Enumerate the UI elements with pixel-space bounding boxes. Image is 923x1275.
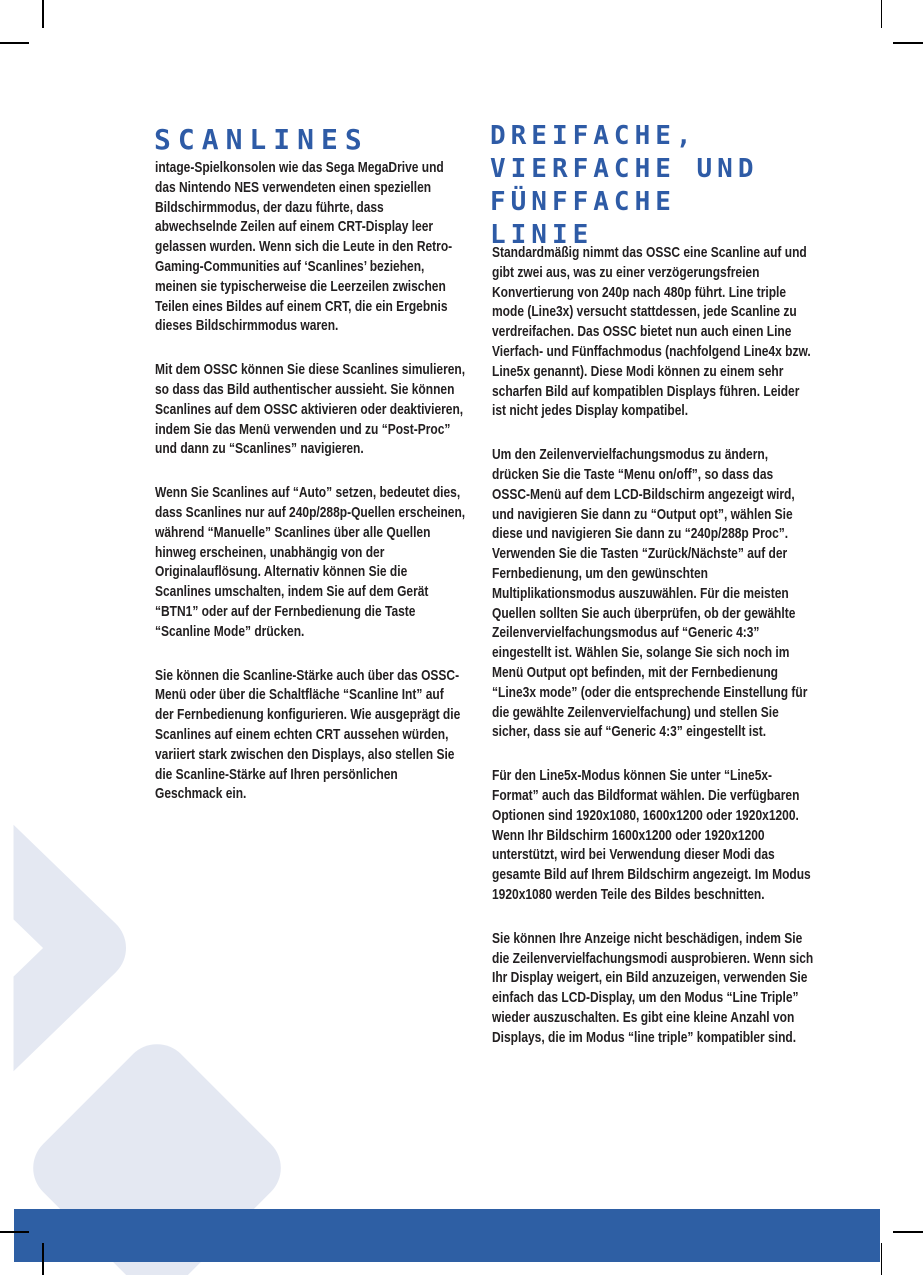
right-heading-line-3: FÜNFFACHE <box>490 187 676 218</box>
crop-mark <box>893 1231 923 1233</box>
right-heading-line-1: DREIFACHE, <box>490 121 697 152</box>
right-column <box>492 243 814 1071</box>
right-heading-line-4: LINIE <box>490 220 594 251</box>
crop-mark <box>0 42 29 44</box>
right-column-heading <box>490 120 850 252</box>
crop-mark <box>881 0 883 28</box>
left-paragraph-3: Wenn Sie Scanlines auf “Auto” setzen, bedeutet dies, dass Scanlines nur auf 240p/288p-Quellen erscheinen, während “Manuelle” Scanlines über alle Quellen hinweg erscheinen, unabhängig von der Originalauflösung. Alternativ können Sie die Scanlines umschalten, indem Sie auf dem Gerät “BTN1” oder auf der Fernbedienung die Taste “Scanline Mode” drücken. <box>155 484 466 640</box>
chevron-icon <box>0 830 92 1066</box>
footer-bar <box>14 1209 880 1262</box>
left-column <box>155 158 465 828</box>
crop-mark <box>42 1243 44 1275</box>
left-column-heading: SCANLINES <box>154 122 369 156</box>
crop-mark <box>0 1231 29 1233</box>
crop-mark <box>42 0 44 28</box>
left-paragraph-2: Mit dem OSSC können Sie diese Scanlines simulieren, so dass das Bild authentischer aussieht. Sie können Scanlines auf dem OSSC aktivieren oder deaktivieren, indem Sie das Menü verwenden und zu “Post-Proc” und dann zu “Scanlines” navigieren. <box>155 361 466 458</box>
crop-mark <box>893 42 923 44</box>
right-paragraph-4: Sie können Ihre Anzeige nicht beschädigen, indem Sie die Zeilenvervielfachungsmodi ausprobieren. Wenn sich Ihr Display weigert, ein Bild anzuzeigen, verwenden Sie einfach das LCD-Display, um den Modus “Line Triple” wieder auszuschalten. Es gibt eine kleine Anzahl von Displays, die im Modus “line triple” kompatibler sind. <box>492 929 814 1046</box>
right-heading-line-2: VIERFACHE UND <box>490 154 759 185</box>
crop-mark <box>881 1243 883 1275</box>
right-paragraph-3: Für den Line5x-Modus können Sie unter “Line5x-Format” auch das Bildformat wählen. Die verfügbaren Optionen sind 1920x1080, 1600x1200 oder 1920x1200. Wenn Ihr Bildschirm 1600x1200 oder 1920x1200 unterstützt, wird bei Verwendung dieser Modi das gesamte Bild auf Ihrem Bildschirm angezeigt. Im Modus 1920x1080 werden Teile des Bildes beschnitten. <box>492 767 811 903</box>
right-paragraph-1: Standardmäßig nimmt das OSSC eine Scanline auf und gibt zwei aus, was zu einer verzögerungsfreien Konvertierung von 240p nach 480p führt. Line triple mode (Line3x) versucht stattdessen, jede Scanline zu verdreifachen. Das OSSC bietet nun auch einen Line Vierfach- und Fünffachmodus (nachfolgend Line4x bzw. Line5x genannt). Diese Modi können zu einem sehr scharfen Bild auf kompatiblen Displays führen. Leider ist nicht jedes Display kompatibel. <box>492 244 811 420</box>
left-paragraph-4: Sie können die Scanline-Stärke auch über das OSSC-Menü oder über die Schaltfläche “Scanline Int” auf der Fernbedienung konfigurieren. Wie ausgeprägt die Scanlines auf einem echten CRT aussehen würden, variiert stark zwischen den Displays, also stellen Sie die Scanline-Stärke auf Ihren persönlichen Geschmack ein. <box>155 666 461 803</box>
right-paragraph-2: Um den Zeilenvervielfachungsmodus zu ändern, drücken Sie die Taste “Menu on/off”, so dass das OSSC-Menü auf dem LCD-Bildschirm angezeigt wird, und navigieren Sie dann zu “Output opt”, wählen Sie diese und navigieren Sie dann zu “240p/288p Proc”. Verwenden Sie die Tasten “Zurück/Nächste” auf der Fernbedienung, um den gewünschten Multiplikationsmodus auszuwählen. Für die meisten Quellen sollten Sie auch überprüfen, ob der gewählte Zeilenvervielfachungsmodus auf “Generic 4:3” eingestellt ist. Wählen Sie, solange Sie sich noch im Menü Output opt befinden, mit der Fernbedienung “Line3x mode” (oder die entsprechende Einstellung für die gewählte Zeilenvervielfachung) und stellen Sie sicher, dass sie auf “Generic 4:3” eingestellt ist. <box>492 446 808 741</box>
left-paragraph-1: intage-Spielkonsolen wie das Sega MegaDrive und das Nintendo NES verwendeten einen speziellen Bildschirmmodus, der dazu führte, dass abwechselnde Zeilen auf einem CRT-Display leer gelassen wurden. Wenn sich die Leute in den Retro-Gaming-Communities auf ‘Scanlines’ beziehen, meinen sie typischerweise die Leerzeilen zwischen Teilen eines Bildes auf einem CRT, die ein Ergebnis dieses Bildschirmmodus waren. <box>155 159 453 335</box>
